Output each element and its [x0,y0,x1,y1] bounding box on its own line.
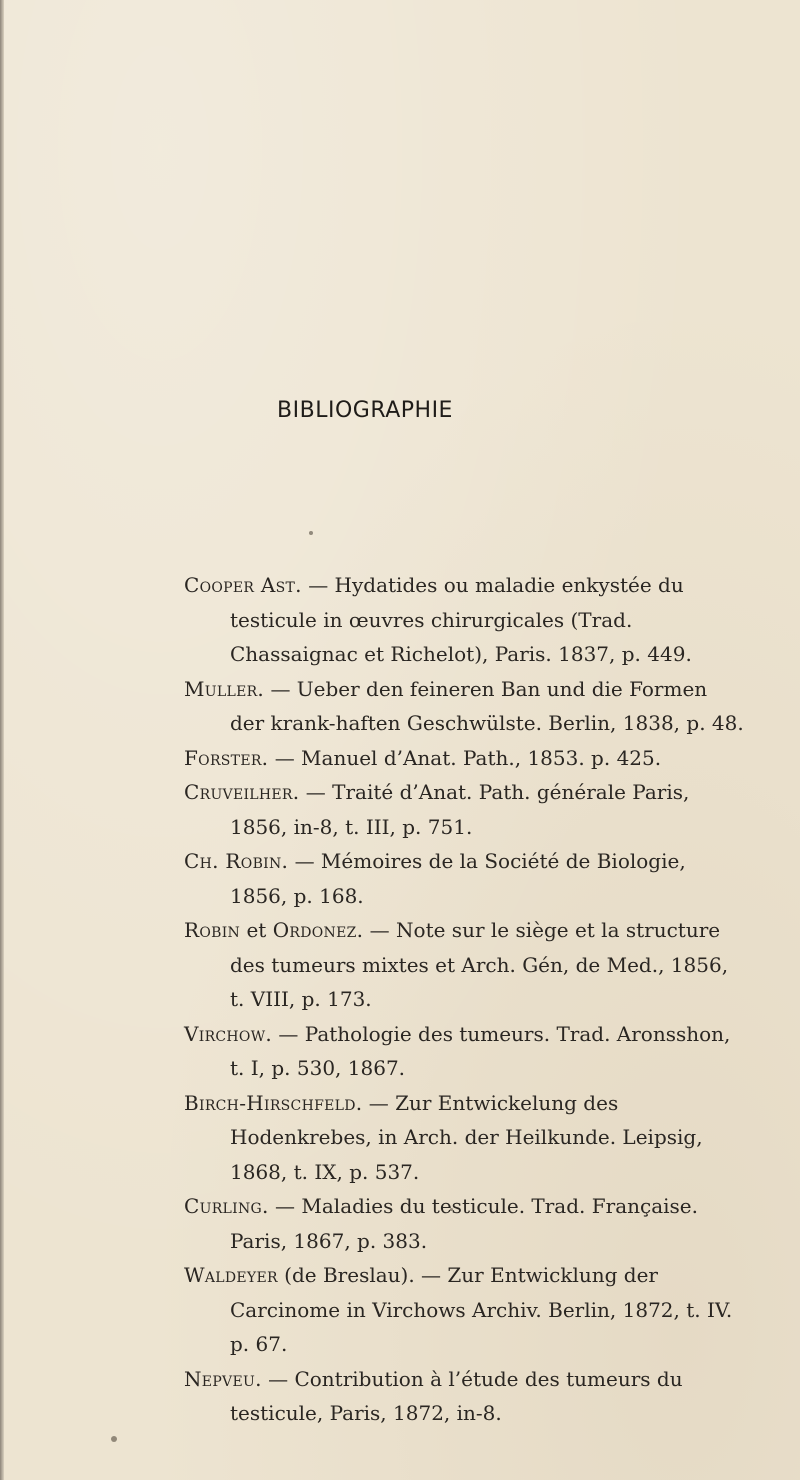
entry-text: — Mémoires de la Société de Biologie, 1856, p. 168. [230,849,686,908]
entry-author: Muller. [184,676,265,701]
entry-author: Waldeyer [184,1263,278,1287]
bibliography-entry [184,1362,744,1431]
page-edge-shadow [0,0,4,1480]
bibliography-entry [184,741,744,776]
bibliography-entry [184,1017,744,1086]
bibliography-entry [184,672,744,741]
entry-author: Forster. [184,745,269,770]
entry-author: Cooper Ast. [184,573,302,597]
entry-author-second: Ordonez. [272,918,364,942]
entry-author: Ch. Robin. [184,849,289,873]
entry-text: — Manuel d’Anat. Path., 1853. p. 425. [274,745,662,770]
entry-text: — Zur Entwickelung des Hodenkrebes, in Arch. der Heilkunde. Leipsig, 1868, t. IX, p. 537. [230,1090,703,1184]
entry-author: Birch-Hirschfeld. [184,1090,363,1115]
entry-text: — Traité d’Anat. Path. générale Paris, 1856, in-8, t. III, p. 751. [230,780,690,839]
paper-speck [111,1436,117,1442]
bibliography-entry [184,913,744,1017]
entry-text: — Hydatides ou maladie enkystée du testicule in œuvres chirurgicales (Trad. Chassaignac et Richelot), Paris. 1837, p. 449. [230,573,692,666]
bibliography-entry [184,775,744,844]
entry-text: — Maladies du testicule. Trad. Française. Paris, 1867, p. 383. [230,1194,698,1253]
entry-text: (de Breslau). — Zur Entwicklung der Carcinome in Virchows Archiv. Berlin, 1872, t. IV. p. 67. [230,1263,733,1356]
entry-text: — Ueber den feineren Ban und die Formen der krank-haften Geschwülste. Berlin, 1838, p. 48. [230,676,744,735]
entry-author: Nepveu. [184,1366,262,1391]
bibliography-entry [184,1258,744,1362]
entry-conjunction: et [246,918,267,942]
entry-text: — Contribution à l’étude des tumeurs du testicule, Paris, 1872, in-8. [230,1366,683,1425]
bibliography-list [184,568,744,1431]
entry-author: Virchow. [184,1021,273,1046]
bibliography-entry [184,1189,744,1258]
bibliography-entry [184,568,744,672]
bibliography-entry [184,1086,744,1190]
entry-author: Curling. [184,1194,269,1218]
paper-speck [309,531,313,535]
entry-author: Cruveilher. [184,780,300,804]
entry-text: — Note sur le siège et la structure des tumeurs mixtes et Arch. Gén, de Med., 1856, t. VIII, p. 173. [230,918,729,1011]
entry-text: — Pathologie des tumeurs. Trad. Aronsshon, t. I, p. 530, 1867. [230,1021,731,1080]
page-title: BIBLIOGRAPHIE [277,398,453,423]
bibliography-entry [184,844,744,913]
entry-author: Robin [184,918,241,942]
